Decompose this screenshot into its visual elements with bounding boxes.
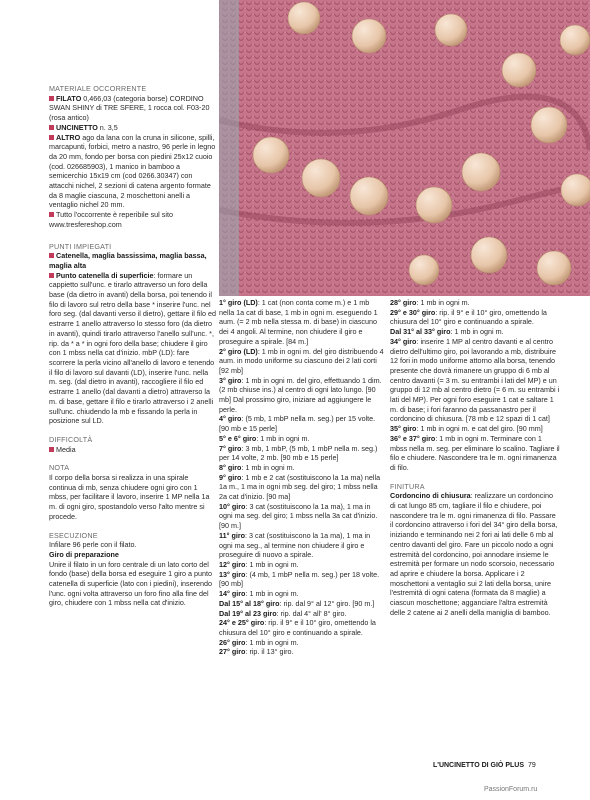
uncinetto-line: UNCINETTO n. 3,5 [49,123,216,133]
watermark: PassionForum.ru [484,786,538,793]
round-instruction: 14° giro: 1 mb in ogni m. [219,589,299,599]
column-rounds-1 [219,298,384,657]
round-instruction: 27° giro: rip. il 13° giro. [219,647,294,657]
bullet-square-icon [49,125,54,130]
round-instruction: 34° giro: inserire 1 MP al centro davanti e al centro dietro dell'ultimo giro, poi lavorando a mb, distribuire 12 fori in modo uniforme attorno alla borsa, tenendo presente che dovrà rimanere un gruppo di 6 mb al centro davanti (= 3 m. su entrambi i lati del MP) e un gruppo di 12 mb al centro dietro (= 6 m. su entrambi i lati del MP). Per ogni foro eseguire 1 cat e saltare 1 m. di base; i fori faranno da passanastro per il cordoncino di chiusura. [78 mb e 12 spazi di 1 cat] [390,336,560,424]
round-instruction: Dal 31° al 33° giro: 1 mb in ogni m. [390,327,504,337]
punti-heading: PUNTI IMPIEGATI [49,241,112,251]
bag-photo [219,0,590,296]
page-footer [433,762,536,769]
page-number: 79 [527,762,536,769]
finitura-section [390,482,560,618]
punti-section [49,242,216,426]
esecuzione-section [49,531,216,609]
round-instruction: 36° e 37° giro: 1 mb in ogni m. Terminare con 1 mbss nella m. seg. per eliminare lo scalino. Tagliare il filo e chiudere. Nascondere tra le m. ogni rimanenza di filo. [390,433,560,472]
punti-line: Catenella, maglia bassissima, maglia bassa, maglia alta [49,251,207,270]
round-instruction: 2° giro (LD): 1 mb in ogni m. del giro distribuendo 4 aum. in modo uniforme su ciascuno dei 2 lati corti [92 mb] [219,346,384,375]
round-instruction: 8° giro: 1 mb in ogni m. [219,462,295,472]
nota-section [49,463,216,521]
magazine-name: L'UNCINETTO DI GIÒ PLUS [433,762,524,769]
bullet-square-icon [49,96,54,101]
difficolta-heading: DIFFICOLTÀ [49,434,93,444]
round-instruction: 4° giro: (5 mb, 1 mbP nella m. seg.) per 15 volte. [90 mb e 15 perle] [219,414,376,434]
nota-text: Il corpo della borsa si realizza in una spirale continua di mb, senza chiudere ogni giro con 1 mbss, per facilitare il lavoro, inserire 1 MP nella 1a m. di ogni giro, spostandolo verso l'alto mentre si procede. [49,473,210,521]
column-materials [49,84,216,608]
rounds-list [390,298,560,473]
column-rounds-2 [390,298,560,618]
materials-heading: MATERIALE OCCORRENTE [49,84,147,93]
round-instruction: 10° giro: 3 cat (sostituiscono la 1a ma), 1 ma in ogni ma seg. del giro; 1 mbss nella 3a cat d'inizio. [90 m.] [219,501,378,531]
round-instruction: 3° giro: 1 mb in ogni m. del giro, effettuando 1 dim. (2 mb chiuse ins.) al centro di ogni lato lungo. [90 mb] Dal prossimo giro, iniziare ad aggiungere le perle. [219,375,382,414]
round-instruction: Dal 15° al 18° giro: rip. dal 9° al 12° giro. [90 m.] [219,598,375,608]
tutto-line: Tutto l'occorrente è reperibile sul sito www.tresfereshop.com [49,210,173,229]
bullet-square-icon [49,447,54,452]
finitura-heading: FINITURA [390,481,425,491]
difficolta-line: Media [49,445,216,455]
bullet-square-icon [49,212,54,217]
esecuzione-text: Infilare 96 perle con il filato. [49,540,137,550]
esecuzione-heading: ESECUZIONE [49,530,98,540]
round-instruction: 24° e 25° giro: rip. il 9° e il 10° giro, omettendo la chiusura del 10° giro e continuando a spirale. [219,618,376,637]
altro-line: ALTRO ago da lana con la cruna in silicone, spilli, marcapunti, forbici, metro a nastro, 96 perle in legno da 20 mm, fondo per borsa con piedini 25x12 cuoio (cod. 026685903), 1 manico in bamboo a semicerchio 15x19 cm (cod 0266.30347) con attacchi nichel, 2 sezioni di catena argento formate da 8 maglie ciascuna, 2 moschettoni anelli a ventaglio nichel 20 mm. [49,132,216,210]
round-instruction: 11° giro: 3 cat (sostituiscono la 1a ma), 1 ma in ogni ma seg., al termine non chiudere il giro e proseguire di nuovo a spirale. [219,530,371,560]
round-instruction: 13° giro: (4 mb, 1 mbP nella m. seg.) per 18 volte. [90 mb] [219,569,380,589]
filato-line: FILATO 0,466,03 (categoria borse) CORDINO SWAN SHINY di TRE SFERE, 1 rocca col. F03-20 (rosa antico) [49,93,210,123]
round-instruction: 28° giro: 1 mb in ogni m. [390,298,470,307]
round-instruction: 7° giro: 3 mb, 1 mbP, (5 mb, 1 mbP nella m. seg.) per 14 volte, 2 mb. [90 mb e 15 perle] [219,443,378,463]
punto-superficie-line: Punto catenella di superficie: formare un cappietto sull'unc. e tirarlo attraverso un foro della base (da dietro in avanti) della borsa, poi tenendo il filo di lavoro sul retro della base * inserire l'unc. nel foro seg. (dal davanti verso il dietro), gettare il filo ed estrarre 1 anello attraverso lo stesso foro (da dietro in avanti), quindi tirarlo attraverso l'anello sull'unc. *, rip. da * a * in ogni foro della base; chiudere il giro con 1 mbss nella cat d'inizio. mbP (LD): fare scorrere la perla vicino all'anello di lavoro e tenendo il filo di lavoro sul davanti (LD), inserire l'unc. nella m. seg. (dal dietro in avanti), raccogliere il filo ed estrarre 1 anello (dal davanti a dietro) attraverso la m. di base, gettare il filo e tirarlo attraverso i 2 anelli sull'unc. chiudendo la mb e fissando la perla in posizione sul LD. [49,270,216,426]
giro-prep-text: Unire il filato in un foro centrale di un lato corto del fondo (base) della borsa ed eseguire 1 giro a punto catenella di superficie (lato con i piedini), inserendo l'unc. ogni volta attraverso un foro fino alla fine del giro, chiudere con 1 mbss nella cat d'inizio. [49,559,213,608]
round-instruction: 9° giro: 1 mb e 2 cat (sostituiscono la 1a ma) nella 1a m., 1 ma in ogni mb seg. del giro; 1 mbss nella 2a cat d'inizio. [90 ma] [219,472,381,502]
round-instruction: 29° e 30° giro: rip. il 9° e il 10° giro, omettendo la chiusura del 10° giro e continuando a spirale. [390,307,547,327]
giro-prep-heading: Giro di preparazione [49,549,119,559]
difficolta-section [49,435,216,454]
round-instruction: 1° giro (LD): 1 cat (non conta come m.) e 1 mb nella 1a cat di base, 1 mb in ogni m. eseguendo 1 aum. (= 2 mb nella stessa m. di base) in ciascuno dei 4 angoli. Al termine, non chiudere il giro e proseguire a spirale. [84 m.] [219,298,378,346]
bullet-square-icon [49,253,54,258]
round-instruction: 35° giro: 1 mb in ogni m. e cat del giro. [90 mm] [390,424,543,434]
round-instruction: 12° giro: 1 mb in ogni m. [219,559,299,569]
round-instruction: 26° giro: 1 mb in ogni m. [219,637,299,647]
bullet-square-icon [49,135,54,140]
cordoncino-text: Cordoncino di chiusura: realizzare un cordoncino di cat lungo 85 cm, tagliare il filo e chiudere, poi nascondere tra le m. ogni rimanenza di filo. Passare il cordoncino attraverso i fori del 34° giro della borsa, iniziando e terminando nei 2 fori ai lati delle 6 mb al centro davanti del giro. Fare un piccolo nodo a ogni estremità del cordoncino, poi annodare insieme le estremità per formare un nodo scorsoio, necessario ad aprire e chiudere la borsa. Applicare i 2 moschettoni a ventaglio sui 2 lati della borsa, unire l'estremità di ogni catena (formata da 8 maglie) a ciascun moschettone; agganciare l'altra estremità delle 2 catene ai 2 anelli della maniglia di bamboo. [390,491,558,617]
round-instruction: Dal 19° al 23 giro: rip. dal 4° all' 8° giro. [219,608,347,618]
bag-illustration [219,0,590,296]
nota-heading: NOTA [49,463,70,473]
round-instruction: 5° e 6° giro: 1 mb in ogni m. [219,433,310,443]
bullet-square-icon [49,273,54,278]
